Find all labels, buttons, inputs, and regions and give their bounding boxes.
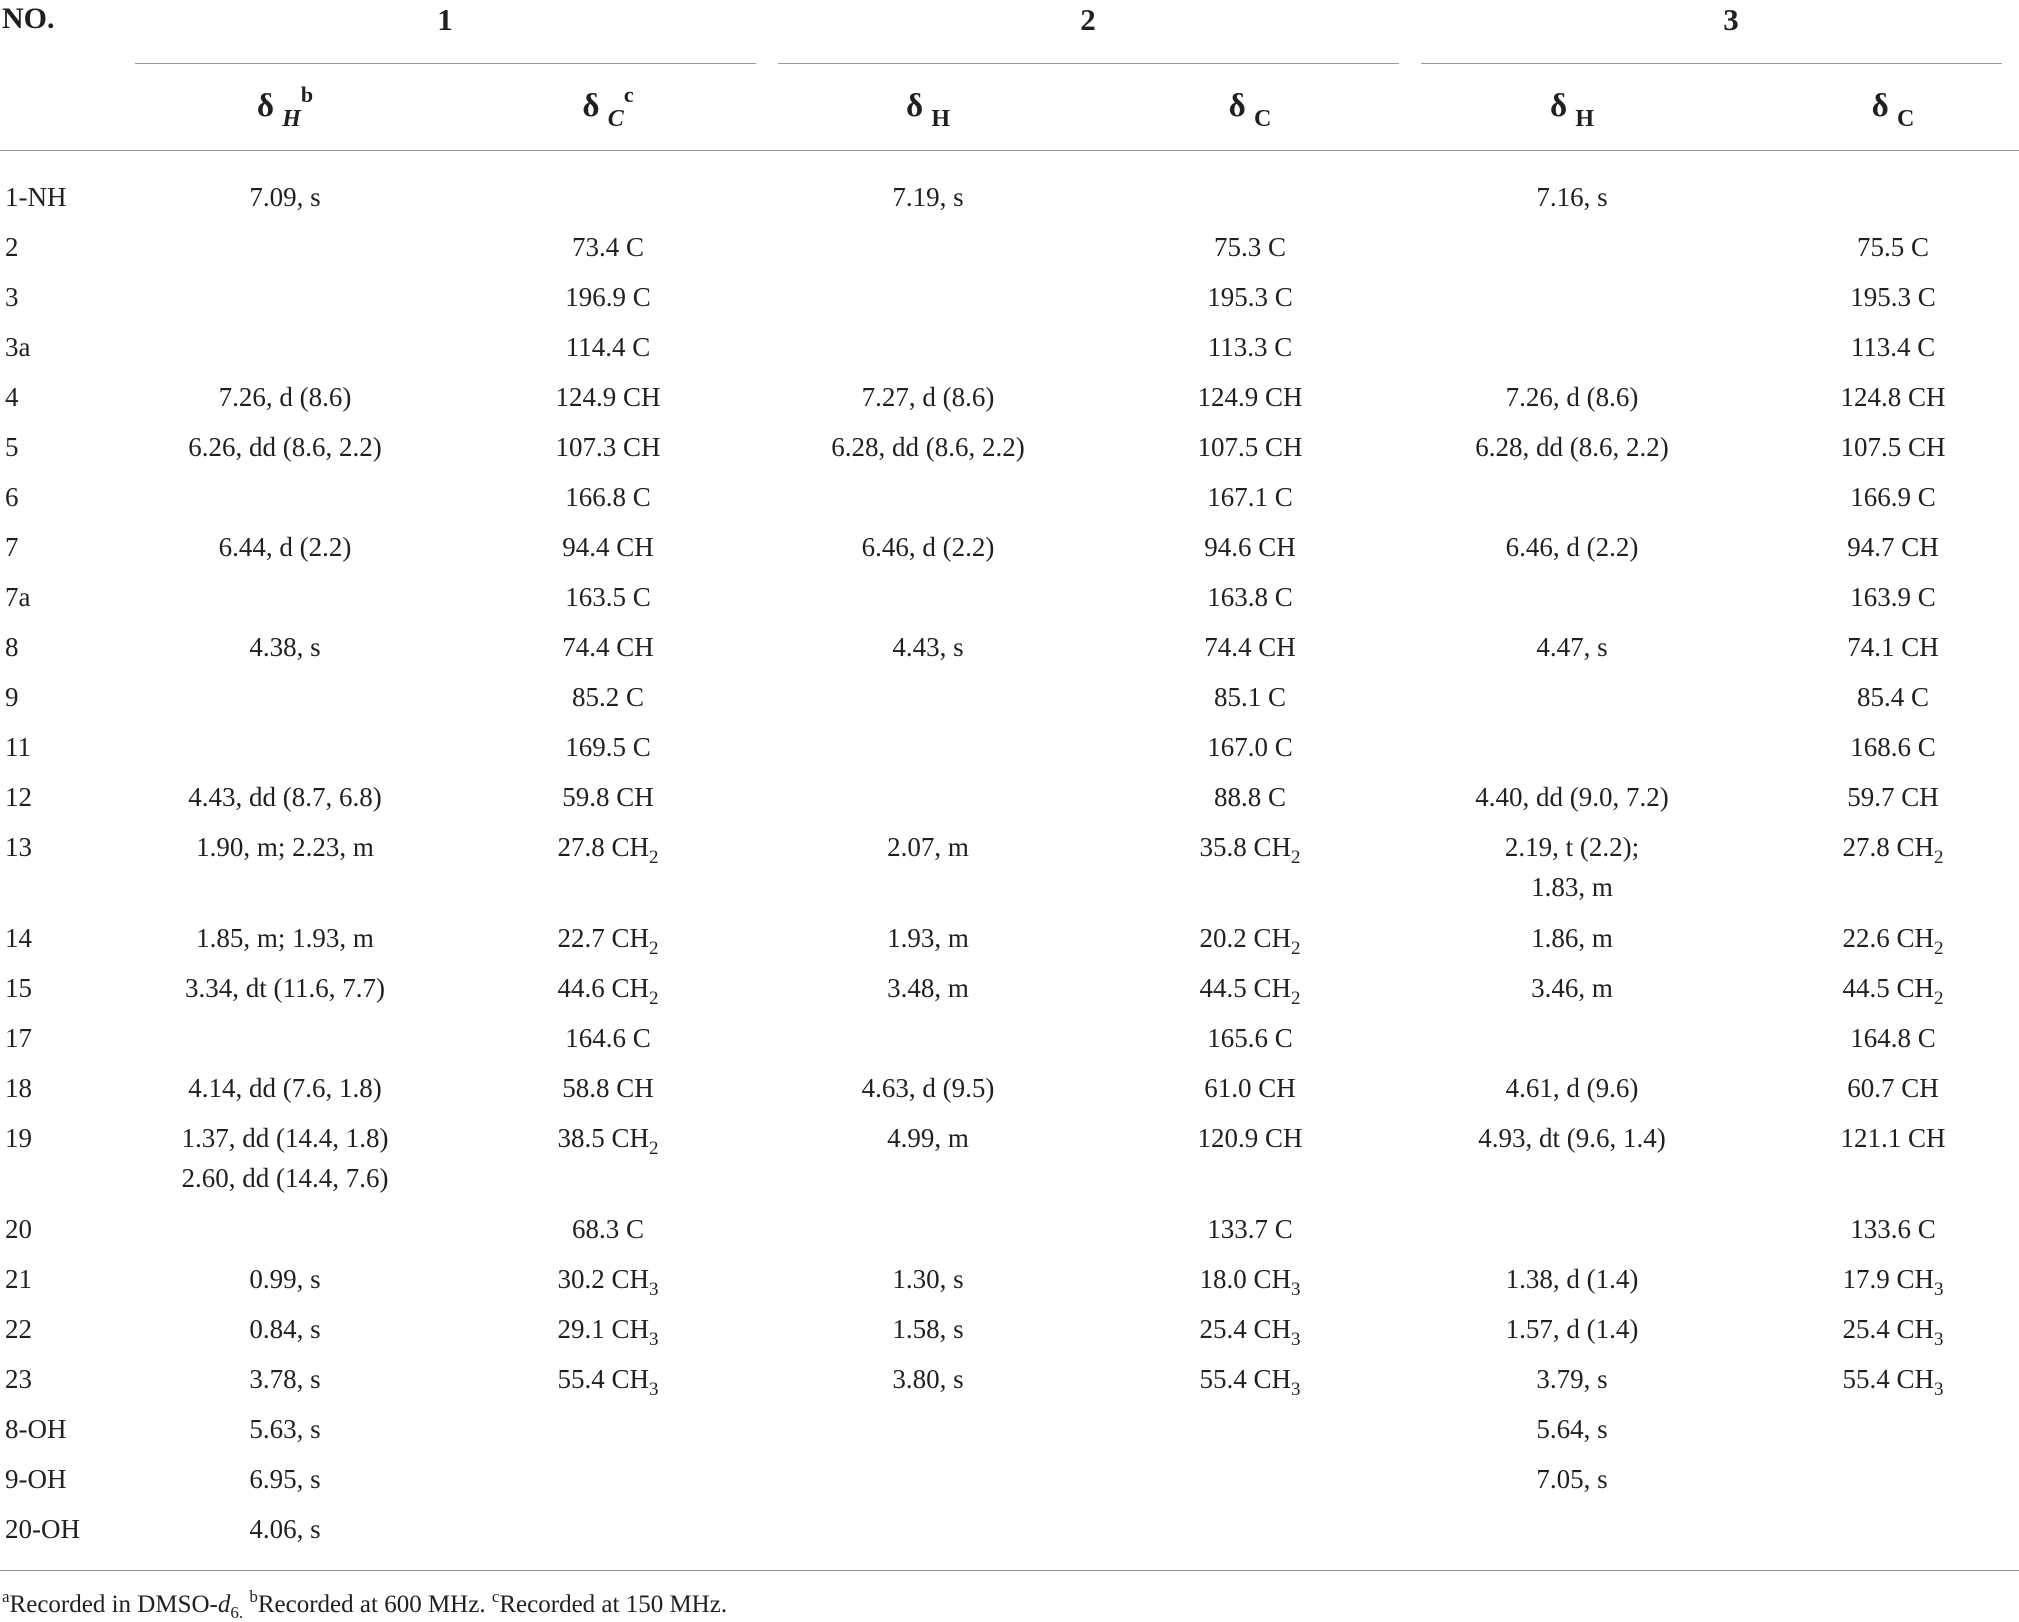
row-no: 9-OH: [5, 1464, 67, 1494]
row-no: 5: [5, 432, 19, 462]
table-row: [0, 477, 2019, 517]
c2-delta-c: 18.0 $CH_3$: [1199, 1264, 1301, 1300]
footer-rule: [0, 1570, 2019, 1571]
c2-delta-h: 3.80, s: [892, 1364, 964, 1394]
superscript-c: c: [623, 82, 634, 107]
c3-delta-c: 94.7 CH: [1847, 532, 1939, 562]
c2-delta-c: 88.8 C: [1213, 782, 1286, 812]
c1-delta-c: 85.2 C: [571, 682, 644, 712]
subheader-delta-h-3: [1472, 88, 1672, 132]
c3-delta-h: 3.46, m: [1531, 973, 1613, 1003]
footnote-a-italic: d: [217, 1591, 231, 1618]
c3-delta-h: 1.57, d (1.4): [1505, 1314, 1639, 1344]
row-no: 8: [5, 632, 19, 662]
c2-delta-c: 74.4 CH: [1204, 632, 1296, 662]
c1-delta-h: 1.37, dd (14.4, 1.8) 2.60, dd (14.4, 7.6): [181, 1123, 389, 1193]
c1-delta-c: 22.7 $CH_2$: [557, 923, 659, 959]
c2-delta-c: 120.9 CH: [1197, 1123, 1303, 1153]
c1-delta-c: 38.5 $CH_2$: [557, 1123, 659, 1159]
row-no: 22: [5, 1314, 32, 1344]
row-no: 1-NH: [5, 182, 67, 212]
subheader-delta-h-2: [828, 88, 1028, 132]
footnote-c-text: Recorded at 150 MHz.: [499, 1591, 728, 1618]
c2-delta-c: 55.4 $CH_3$: [1199, 1364, 1301, 1400]
c2-delta-c: 94.6 CH: [1204, 532, 1296, 562]
c1-delta-c: 94.4 CH: [562, 532, 654, 562]
c3-delta-c: 59.7 CH: [1847, 782, 1939, 812]
table-row: [0, 727, 2019, 767]
c2-delta-c: 165.6 C: [1207, 1023, 1293, 1053]
row-no: 18: [5, 1073, 32, 1103]
c1-delta-c: 169.5 C: [565, 732, 651, 762]
c2-delta-h: 6.28, dd (8.6, 2.2): [831, 432, 1025, 462]
c3-delta-c: 133.6 C: [1850, 1214, 1936, 1244]
c3-delta-h: 7.05, s: [1536, 1464, 1608, 1494]
c1-delta-h: 1.90, m; 2.23, m: [196, 832, 374, 862]
header-rule: [0, 150, 2019, 151]
table-row: [0, 277, 2019, 317]
c3-delta-h: 4.47, s: [1536, 632, 1608, 662]
c3-delta-h: 7.26, d (8.6): [1505, 382, 1639, 412]
table-row: [0, 677, 2019, 717]
footnote-mark-a: a: [2, 1587, 10, 1606]
table-row: [0, 1018, 2019, 1058]
compound-header-3: 3: [1723, 2, 1739, 37]
c3-delta-h: 4.93, dt (9.6, 1.4): [1478, 1123, 1666, 1153]
delta-symbol: δ: [1549, 88, 1568, 124]
compound-header-2: 2: [1080, 2, 1096, 37]
table-row: [0, 827, 2019, 907]
table-row: [0, 1259, 2019, 1299]
c2-delta-c: 167.1 C: [1207, 482, 1293, 512]
c2-delta-c: 75.3 C: [1213, 232, 1286, 262]
row-no: 7a: [5, 582, 31, 612]
row-no: 11: [5, 732, 31, 762]
subscript-c: C: [1897, 106, 1915, 132]
row-no: 9: [5, 682, 19, 712]
c1-delta-c: 27.8 $CH_2$: [557, 832, 659, 868]
c2-delta-c: 107.5 CH: [1197, 432, 1303, 462]
c2-delta-c: 195.3 C: [1207, 282, 1293, 312]
c1-delta-c: 163.5 C: [565, 582, 651, 612]
delta-symbol: δ: [1228, 88, 1246, 124]
table-row: [0, 177, 2019, 217]
c2-delta-h: 1.30, s: [892, 1264, 964, 1294]
c2-delta-h: 7.19, s: [892, 182, 964, 212]
row-no: 15: [5, 973, 32, 1003]
table-row: [0, 1209, 2019, 1249]
row-no: 4: [5, 382, 19, 412]
c2-delta-h: 7.27, d (8.6): [861, 382, 995, 412]
subheader-delta-h-1: [185, 82, 385, 132]
row-no: 21: [5, 1264, 32, 1294]
c3-delta-c: 22.6 $CH_2$: [1842, 923, 1944, 959]
subscript-h: H: [931, 106, 951, 132]
c3-delta-c: 166.9 C: [1850, 482, 1936, 512]
subscript-c: C: [607, 106, 624, 132]
c2-delta-h: 6.46, d (2.2): [861, 532, 995, 562]
c3-delta-h: 1.38, d (1.4): [1505, 1264, 1639, 1294]
c3-delta-c: 60.7 CH: [1847, 1073, 1939, 1103]
row-no: 14: [5, 923, 32, 953]
c3-delta-c: 27.8 $CH_2$: [1842, 832, 1944, 868]
c3-delta-c: 75.5 C: [1856, 232, 1929, 262]
c3-delta-c: 113.4 C: [1850, 332, 1936, 362]
c3-delta-c: 55.4 $CH_3$: [1842, 1364, 1944, 1400]
c2-delta-h: 4.63, d (9.5): [861, 1073, 995, 1103]
table-row: [0, 1459, 2019, 1499]
delta-symbol: δ: [582, 88, 600, 124]
c2-delta-h: 4.99, m: [887, 1123, 969, 1153]
table-row: [0, 527, 2019, 567]
c3-delta-h: 6.46, d (2.2): [1505, 532, 1639, 562]
c1-delta-h: 6.95, s: [249, 1464, 321, 1494]
c1-delta-c: 58.8 CH: [562, 1073, 654, 1103]
c1-delta-h: 0.99, s: [249, 1264, 321, 1294]
row-no: 12: [5, 782, 32, 812]
compound-3-rule: [1421, 63, 2002, 64]
c1-delta-c: 29.1 $CH_3$: [557, 1314, 659, 1350]
c1-delta-c: 196.9 C: [565, 282, 651, 312]
c3-delta-c: 17.9 $CH_3$: [1842, 1264, 1944, 1300]
c2-delta-h: 1.93, m: [887, 923, 969, 953]
c2-delta-c: 20.2 $CH_2$: [1199, 923, 1301, 959]
footnote-a-subscript: 6.: [230, 1603, 244, 1622]
subscript-h: H: [282, 106, 301, 132]
c2-delta-c: 35.8 $CH_2$: [1199, 832, 1301, 868]
footnote-mark-b: b: [249, 1587, 258, 1606]
c1-delta-c: 166.8 C: [565, 482, 651, 512]
c1-delta-h: 4.38, s: [249, 632, 321, 662]
row-no: 20-OH: [5, 1514, 80, 1544]
compound-header-1: 1: [437, 2, 453, 37]
row-no: 6: [5, 482, 19, 512]
c2-delta-h: 4.43, s: [892, 632, 964, 662]
c3-delta-c: 164.8 C: [1850, 1023, 1936, 1053]
c1-delta-c: 124.9 CH: [555, 382, 661, 412]
subheader-delta-c-1: [508, 82, 708, 132]
c1-delta-h: 3.34, dt (11.6, 7.7): [185, 973, 385, 1003]
c1-delta-c: 59.8 CH: [562, 782, 654, 812]
c1-delta-h: 7.09, s: [249, 182, 321, 212]
c1-delta-h: 6.44, d (2.2): [218, 532, 352, 562]
table-row: [0, 577, 2019, 617]
table-row: [0, 777, 2019, 817]
c1-delta-c: 74.4 CH: [562, 632, 654, 662]
c3-delta-h: 2.19, t (2.2); 1.83, m: [1504, 832, 1640, 902]
c3-delta-c: 44.5 $CH_2$: [1842, 973, 1944, 1009]
c1-delta-h: 7.26, d (8.6): [218, 382, 352, 412]
c1-delta-c: 114.4 C: [565, 332, 651, 362]
c1-delta-h: 4.43, dd (8.7, 6.8): [188, 782, 382, 812]
c3-delta-c: 85.4 C: [1856, 682, 1929, 712]
c1-delta-h: 5.63, s: [249, 1414, 321, 1444]
c2-delta-h: 1.58, s: [892, 1314, 964, 1344]
column-header-no: NO.: [2, 2, 55, 35]
c3-delta-c: 195.3 C: [1850, 282, 1936, 312]
c3-delta-h: 4.61, d (9.6): [1505, 1073, 1639, 1103]
delta-symbol: δ: [1871, 88, 1889, 124]
c3-delta-c: 124.8 CH: [1840, 382, 1946, 412]
footnote-b-text: Recorded at 600 MHz.: [257, 1591, 486, 1618]
c1-delta-h: 4.14, dd (7.6, 1.8): [188, 1073, 382, 1103]
c3-delta-h: 5.64, s: [1536, 1414, 1608, 1444]
row-no: 17: [5, 1023, 32, 1053]
subheader-delta-c-3: [1793, 88, 1993, 132]
c2-delta-h: 2.07, m: [887, 832, 969, 862]
footnote-a-text: Recorded in DMSO-: [9, 1591, 218, 1618]
row-no: 23: [5, 1364, 32, 1394]
c1-delta-h: 1.85, m; 1.93, m: [196, 923, 374, 953]
c2-delta-c: 85.1 C: [1213, 682, 1286, 712]
c3-delta-c: 168.6 C: [1850, 732, 1936, 762]
row-no: 13: [5, 832, 32, 862]
c2-delta-c: 61.0 CH: [1204, 1073, 1296, 1103]
c3-delta-c: 121.1 CH: [1840, 1123, 1946, 1153]
c3-delta-c: 74.1 CH: [1847, 632, 1939, 662]
table-row: [0, 427, 2019, 467]
c3-delta-h: 1.86, m: [1531, 923, 1613, 953]
compound-1-rule: [135, 63, 756, 64]
row-no: 20: [5, 1214, 32, 1244]
row-no: 19: [5, 1123, 32, 1153]
c1-delta-c: 107.3 CH: [555, 432, 661, 462]
c3-delta-h: 3.79, s: [1536, 1364, 1608, 1394]
row-no: 7: [5, 532, 19, 562]
c1-delta-c: 55.4 $CH_3$: [557, 1364, 659, 1400]
table-row: [0, 1409, 2019, 1449]
c1-delta-c: 44.6 $CH_2$: [557, 973, 659, 1009]
table-row: [0, 327, 2019, 367]
c1-delta-c: 73.4 C: [571, 232, 644, 262]
table-row: [0, 1509, 2019, 1549]
c3-delta-c: 25.4 $CH_3$: [1842, 1314, 1944, 1350]
table-row: [0, 968, 2019, 1008]
table-footnote: [2, 1587, 728, 1622]
c2-delta-c: 25.4 $CH_3$: [1199, 1314, 1301, 1350]
c2-delta-c: 163.8 C: [1207, 582, 1293, 612]
c2-delta-c: 113.3 C: [1207, 332, 1293, 362]
subscript-c: C: [1254, 106, 1272, 132]
table-row: [0, 627, 2019, 667]
c1-delta-c: 164.6 C: [565, 1023, 651, 1053]
table-row: [0, 1068, 2019, 1108]
c3-delta-c: 163.9 C: [1850, 582, 1936, 612]
superscript-b: b: [300, 82, 314, 107]
table-row: [0, 1359, 2019, 1399]
footnote-mark-c: c: [491, 1587, 500, 1606]
table-row: [0, 227, 2019, 267]
c3-delta-h: 4.40, dd (9.0, 7.2): [1475, 782, 1669, 812]
c2-delta-h: 3.48, m: [887, 973, 969, 1003]
row-no: 2: [5, 232, 19, 262]
row-no: 3a: [5, 332, 31, 362]
c1-delta-c: 30.2 $CH_3$: [557, 1264, 659, 1300]
table-row: [0, 918, 2019, 958]
c1-delta-c: 68.3 C: [571, 1214, 644, 1244]
c2-delta-c: 133.7 C: [1207, 1214, 1293, 1244]
c3-delta-c: 107.5 CH: [1840, 432, 1946, 462]
table-row: [0, 377, 2019, 417]
table-row: [0, 1309, 2019, 1349]
c1-delta-h: 3.78, s: [249, 1364, 321, 1394]
compound-2-rule: [778, 63, 1399, 64]
delta-symbol: δ: [256, 88, 274, 124]
subheader-delta-c-2: [1150, 88, 1350, 132]
c1-delta-h: 4.06, s: [249, 1514, 321, 1544]
c2-delta-c: 44.5 $CH_2$: [1199, 973, 1301, 1009]
c3-delta-h: 7.16, s: [1536, 182, 1608, 212]
delta-symbol: δ: [905, 88, 924, 124]
c2-delta-c: 167.0 C: [1207, 732, 1293, 762]
subscript-h: H: [1575, 106, 1595, 132]
row-no: 8-OH: [5, 1414, 67, 1444]
c1-delta-h: 0.84, s: [249, 1314, 321, 1344]
c2-delta-c: 124.9 CH: [1197, 382, 1303, 412]
table-row: [0, 1118, 2019, 1198]
row-no: 3: [5, 282, 19, 312]
c3-delta-h: 6.28, dd (8.6, 2.2): [1475, 432, 1669, 462]
c1-delta-h: 6.26, dd (8.6, 2.2): [188, 432, 382, 462]
